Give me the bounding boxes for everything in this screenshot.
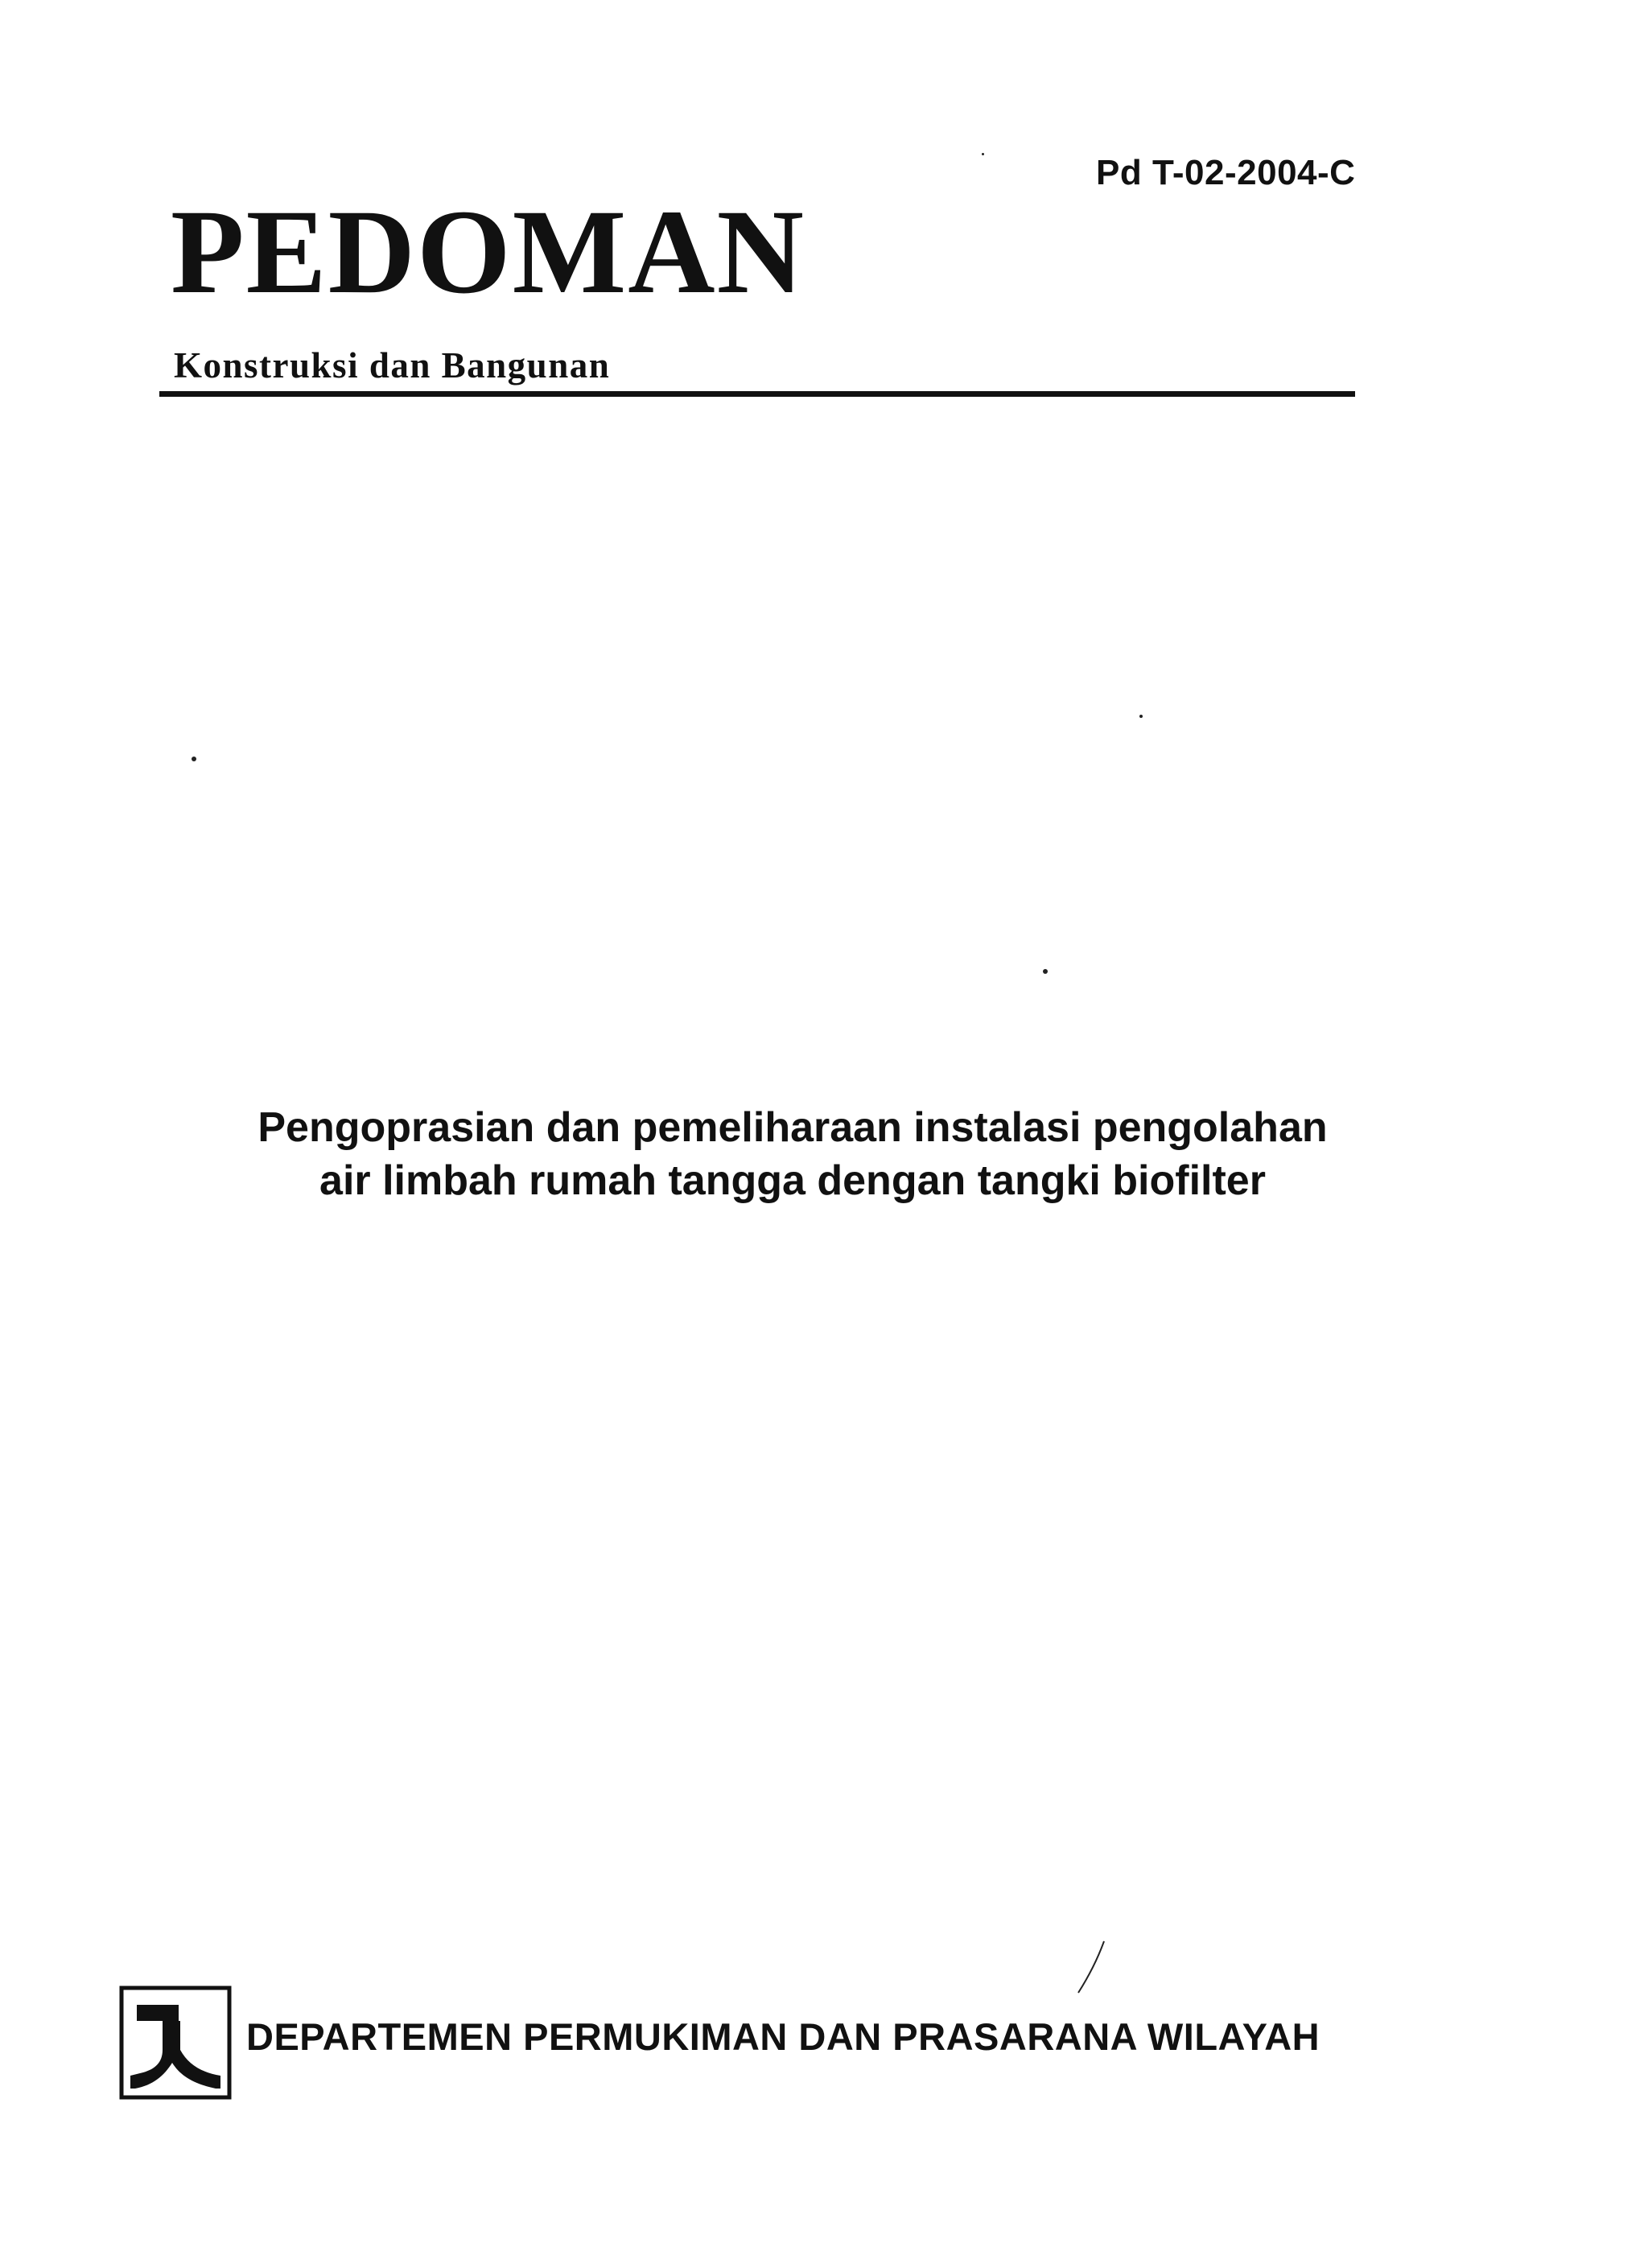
ministry-logo-icon — [119, 1986, 232, 2100]
scan-speck — [1043, 969, 1048, 974]
title-divider — [159, 391, 1355, 397]
document-topic-line-2: air limbah rumah tangga dengan tangki biofilter — [319, 1157, 1266, 1204]
scan-speck — [982, 153, 984, 155]
page-subtitle: Konstruksi dan Bangunan — [174, 345, 611, 386]
document-topic — [121, 1101, 1465, 1207]
document-code: Pd T-02-2004-C — [1096, 153, 1356, 192]
publisher-name: DEPARTEMEN PERMUKIMAN DAN PRASARANA WILAYAH — [246, 2015, 1320, 2058]
page-title: PEDOMAN — [171, 185, 805, 319]
scan-speck — [192, 757, 196, 761]
pen-mark — [1075, 1940, 1107, 1996]
document-topic-line-1: Pengoprasian dan pemeliharaan instalasi pengolahan — [258, 1104, 1328, 1151]
scan-speck — [1139, 715, 1143, 718]
